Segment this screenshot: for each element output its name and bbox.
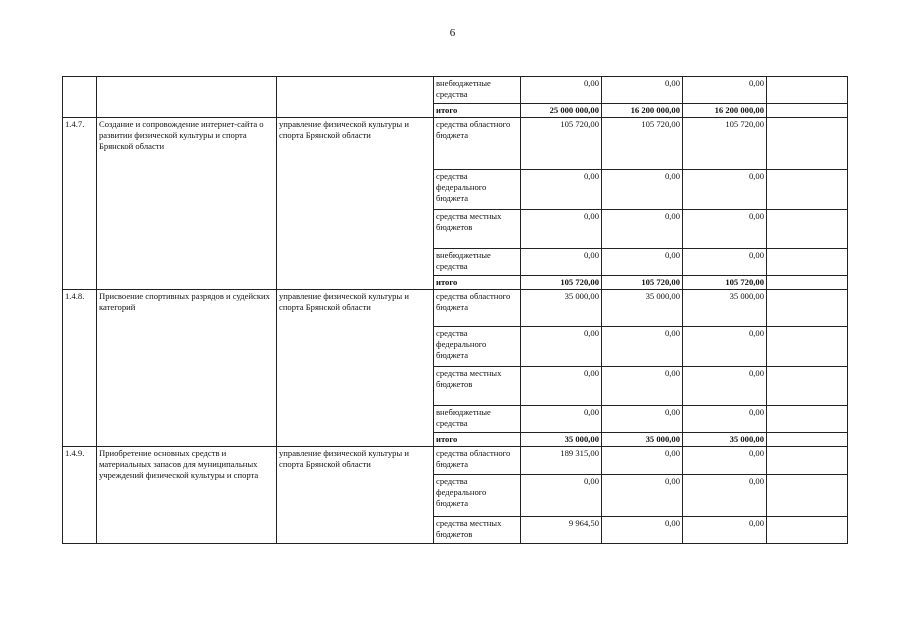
table-row <box>63 118 848 170</box>
amount-cell: 0,00 <box>683 210 767 249</box>
total-label: итого <box>434 276 521 290</box>
amount-cell: 0,00 <box>683 406 767 433</box>
amount-cell: 0,00 <box>521 170 602 210</box>
source-label: средства областного бюджета <box>434 290 521 327</box>
source-label: средства областного бюджета <box>434 447 521 475</box>
amount-cell: 105 720,00 <box>521 118 602 170</box>
amount-cell: 0,00 <box>602 475 683 517</box>
amount-cell: 0,00 <box>683 327 767 367</box>
amount-cell: 0,00 <box>683 517 767 544</box>
total-amount: 105 720,00 <box>602 276 683 290</box>
amount-cell: 0,00 <box>521 77 602 104</box>
amount-cell: 0,00 <box>683 475 767 517</box>
amount-cell: 0,00 <box>602 367 683 406</box>
amount-cell: 0,00 <box>602 249 683 276</box>
total-amount: 105 720,00 <box>521 276 602 290</box>
total-amount: 35 000,00 <box>683 433 767 447</box>
amount-cell: 35 000,00 <box>602 290 683 327</box>
amount-cell: 0,00 <box>683 249 767 276</box>
total-amount: 35 000,00 <box>521 433 602 447</box>
title-cell: Создание и сопровождение интернет-сайта о развитии физической культуры и спорта Брянской области <box>97 118 277 290</box>
total-amount: 16 200 000,00 <box>683 104 767 118</box>
source-label: внебюджетные средства <box>434 77 521 104</box>
amount-cell: 9 964,50 <box>521 517 602 544</box>
source-label: средства местных бюджетов <box>434 517 521 544</box>
source-label: средства федерального бюджета <box>434 475 521 517</box>
amount-cell: 0,00 <box>683 367 767 406</box>
amount-cell: 35 000,00 <box>521 290 602 327</box>
source-label: средства местных бюджетов <box>434 210 521 249</box>
amount-cell: 0,00 <box>602 517 683 544</box>
code-cell <box>63 77 97 118</box>
code-cell: 1.4.8. <box>63 290 97 447</box>
empty-cell <box>767 104 848 118</box>
amount-cell: 0,00 <box>602 210 683 249</box>
amount-cell: 0,00 <box>602 77 683 104</box>
total-amount: 25 000 000,00 <box>521 104 602 118</box>
empty-cell <box>767 276 848 290</box>
empty-cell <box>767 170 848 210</box>
empty-cell <box>767 210 848 249</box>
amount-cell: 189 315,00 <box>521 447 602 475</box>
amount-cell: 0,00 <box>602 447 683 475</box>
source-label: средства местных бюджетов <box>434 367 521 406</box>
title-cell: Приобретение основных средств и материальных запасов для муниципальных учреждений физической культуры и спорта <box>97 447 277 544</box>
empty-cell <box>767 406 848 433</box>
table-row <box>63 447 848 475</box>
total-amount: 105 720,00 <box>683 276 767 290</box>
table-row <box>63 290 848 327</box>
amount-cell: 0,00 <box>521 327 602 367</box>
empty-cell <box>767 249 848 276</box>
executor-cell: управление физической культуры и спорта Брянской области <box>277 447 434 544</box>
amount-cell: 0,00 <box>602 406 683 433</box>
code-cell: 1.4.9. <box>63 447 97 544</box>
executor-cell: управление физической культуры и спорта Брянской области <box>277 290 434 447</box>
empty-cell <box>767 327 848 367</box>
empty-cell <box>767 77 848 104</box>
executor-cell: управление физической культуры и спорта Брянской области <box>277 118 434 290</box>
source-label: средства федерального бюджета <box>434 327 521 367</box>
total-label: итого <box>434 433 521 447</box>
amount-cell: 35 000,00 <box>683 290 767 327</box>
source-label: внебюджетные средства <box>434 406 521 433</box>
amount-cell: 0,00 <box>602 170 683 210</box>
amount-cell: 0,00 <box>683 447 767 475</box>
source-label: внебюджетные средства <box>434 249 521 276</box>
table-row <box>63 77 848 104</box>
empty-cell <box>767 433 848 447</box>
budget-table <box>62 76 848 544</box>
amount-cell: 0,00 <box>683 77 767 104</box>
code-cell: 1.4.7. <box>63 118 97 290</box>
total-amount: 35 000,00 <box>602 433 683 447</box>
executor-cell <box>277 77 434 118</box>
amount-cell: 0,00 <box>521 210 602 249</box>
title-cell <box>97 77 277 118</box>
total-label: итого <box>434 104 521 118</box>
amount-cell: 0,00 <box>683 170 767 210</box>
amount-cell: 0,00 <box>521 367 602 406</box>
empty-cell <box>767 475 848 517</box>
title-cell: Присвоение спортивных разрядов и судейских категорий <box>97 290 277 447</box>
source-label: средства областного бюджета <box>434 118 521 170</box>
source-label: средства федерального бюджета <box>434 170 521 210</box>
amount-cell: 0,00 <box>521 406 602 433</box>
amount-cell: 0,00 <box>602 327 683 367</box>
empty-cell <box>767 517 848 544</box>
empty-cell <box>767 118 848 170</box>
empty-cell <box>767 367 848 406</box>
empty-cell <box>767 290 848 327</box>
page-number: 6 <box>449 27 456 39</box>
amount-cell: 105 720,00 <box>602 118 683 170</box>
amount-cell: 0,00 <box>521 475 602 517</box>
empty-cell <box>767 447 848 475</box>
amount-cell: 105 720,00 <box>683 118 767 170</box>
amount-cell: 0,00 <box>521 249 602 276</box>
total-amount: 16 200 000,00 <box>602 104 683 118</box>
